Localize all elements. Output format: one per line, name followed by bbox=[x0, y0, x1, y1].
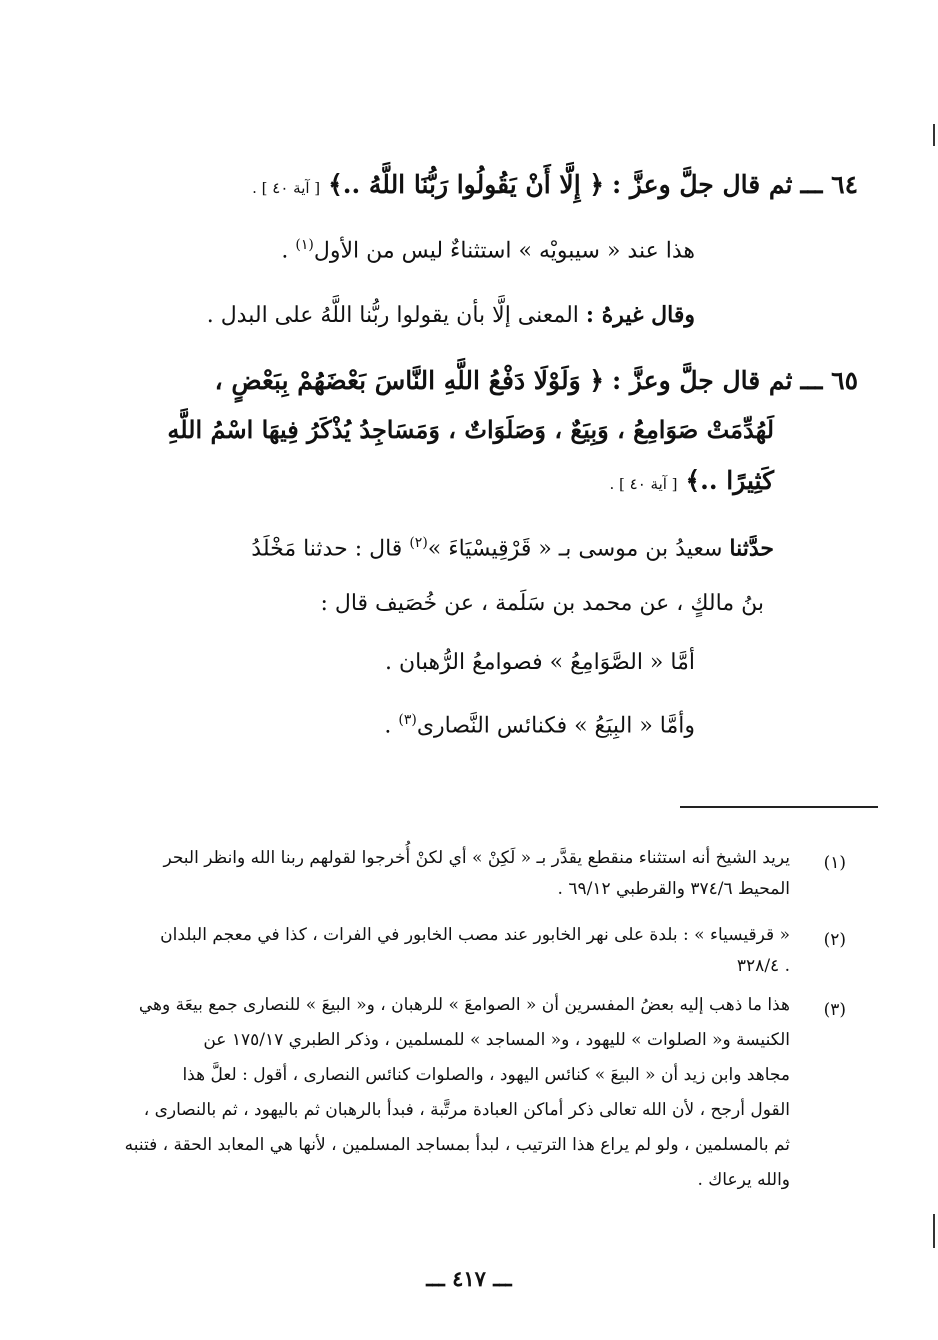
page-number: ـــ ٤١٧ ـــ bbox=[426, 1266, 512, 1291]
quran-verse: ﴿ وَلَوْلَا دَفْعُ اللَّهِ النَّاسَ بَعْضَهُمْ بِبَعْضٍ ، bbox=[214, 366, 604, 395]
footnote-line: هذا ما ذهب إليه بعضُ المفسرين أن « الصوامعَ » للرهبان ، و« البيعَ » للنصارى جمع بيعَة وهي bbox=[138, 995, 790, 1015]
paragraph-text: أمَّا « الصَّوَامِعُ » فصوامعُ الرُّهبان . bbox=[385, 650, 695, 675]
footnote-line: يريد الشيخ أنه استثناء منقطع يقدَّر بـ « لَكِنْ » أي لكنْ أُخرجوا لقولهم ربنا الله وانظر البحر bbox=[163, 848, 790, 868]
paragraph-text: قال : حدثنا مَخْلَدُ bbox=[251, 536, 410, 562]
paragraph-text: المعنى إلَّا بأن يقولوا ربُّنا اللَّهُ على البدل . bbox=[206, 303, 586, 328]
paragraph bbox=[251, 536, 774, 560]
item-65-line-1 bbox=[215, 368, 858, 393]
item-64 bbox=[252, 172, 858, 197]
item-lead: ثم قال جلَّ وعزَّ : bbox=[611, 366, 793, 395]
verse-reference: [ آية ٤٠ ] . bbox=[609, 475, 678, 493]
footnote-line: « قرقيسياء » : بلدة على نهر الخابور عند مصب الخابور في الفرات ، كذا في معجم البلدان bbox=[160, 925, 790, 945]
paragraph-end: . bbox=[281, 238, 296, 264]
paragraph-end: . bbox=[384, 713, 399, 739]
item-lead: ثم قال جلَّ وعزَّ : bbox=[611, 170, 793, 199]
footnote-marker: (٣) bbox=[823, 1000, 846, 1020]
item-65-line-2 bbox=[167, 415, 774, 444]
footnote-line: والله يرعاك . bbox=[697, 1170, 790, 1190]
item-number: ٦٤ ـــ bbox=[800, 170, 858, 199]
footnote-line: القول أرجح ، لأن الله تعالى ذكر أماكن العبادة مرتَّبة ، فبدأ بالرهبان ثم باليهود ، ثم بالنصارى ، bbox=[143, 1100, 790, 1120]
footnote-ref: (١) bbox=[295, 237, 314, 253]
paragraph bbox=[385, 652, 695, 674]
quran-verse: كَثِيرًا ..﴾ bbox=[685, 466, 774, 495]
paragraph-lead: حدَّثنا bbox=[729, 535, 774, 562]
quran-verse: لَهُدِّمَتْ صَوَامِعُ ، وَبِيَعٌ ، وَصَلَوَاتٌ ، وَمَسَاجِدُ يُذْكَرُ فِيهَا اسْمُ اللَّهِ bbox=[167, 415, 774, 444]
footnote-line: ٣٢٨/٤ . bbox=[736, 956, 790, 976]
item-65-line-3 bbox=[609, 468, 774, 493]
paragraph-text: بنُ مالكٍ ، عن محمد بن سَلَمة ، عن خُصَيف قال : bbox=[320, 591, 764, 616]
paragraph-text: سعيدُ بن موسى بـ « قَرْقِيسْيَاءَ » bbox=[427, 536, 730, 562]
footnote-ref: (٣) bbox=[398, 712, 417, 728]
paragraph bbox=[207, 304, 695, 327]
paragraph bbox=[320, 593, 764, 615]
footnote-separator bbox=[680, 806, 878, 808]
footnote-marker: (١) bbox=[823, 853, 846, 873]
scan-edge-mark bbox=[933, 1214, 935, 1248]
paragraph-text: هذا عند « سيبويْه » استثناءٌ ليس من الأول bbox=[313, 238, 695, 264]
item-number: ٦٥ ـــ bbox=[800, 366, 858, 395]
footnote-line: ثم بالمسلمين ، ولو لم يراع هذا الترتيب ، لبدأ بمساجد المسلمين ، لأنها هي المعابد الحقة ، فتنبه bbox=[124, 1135, 790, 1155]
paragraph bbox=[281, 238, 695, 262]
footnote-line: مجاهد وابن زيد أن « البيعَ » كنائس اليهود ، والصلوات كنائس النصارى ، أقول : لعلَّ هذا bbox=[182, 1065, 790, 1085]
footnote-ref: (٢) bbox=[409, 535, 428, 551]
verse-reference: [ آية ٤٠ ] . bbox=[252, 179, 321, 197]
footnote-line: المحيط ٣٧٤/٦ والقرطبي ٦٩/١٢ . bbox=[557, 879, 790, 899]
quran-verse: ﴿ إِلَّا أَنْ يَقُولُوا رَبُّنَا اللَّهُ ..﴾ bbox=[328, 170, 604, 199]
footnote-line: الكنيسة و« الصلوات » لليهود ، و« المساجد » للمسلمين ، وذكر الطبري ١٧٥/١٧ عن bbox=[203, 1030, 790, 1050]
paragraph-text: وأمَّا « البِيَعُ » فكنائس النَّصارى bbox=[416, 713, 695, 739]
scan-edge-mark bbox=[933, 124, 935, 146]
paragraph bbox=[384, 713, 695, 737]
paragraph-lead: وقال غيرهُ : bbox=[585, 302, 695, 328]
footnote-marker: (٢) bbox=[823, 930, 846, 950]
